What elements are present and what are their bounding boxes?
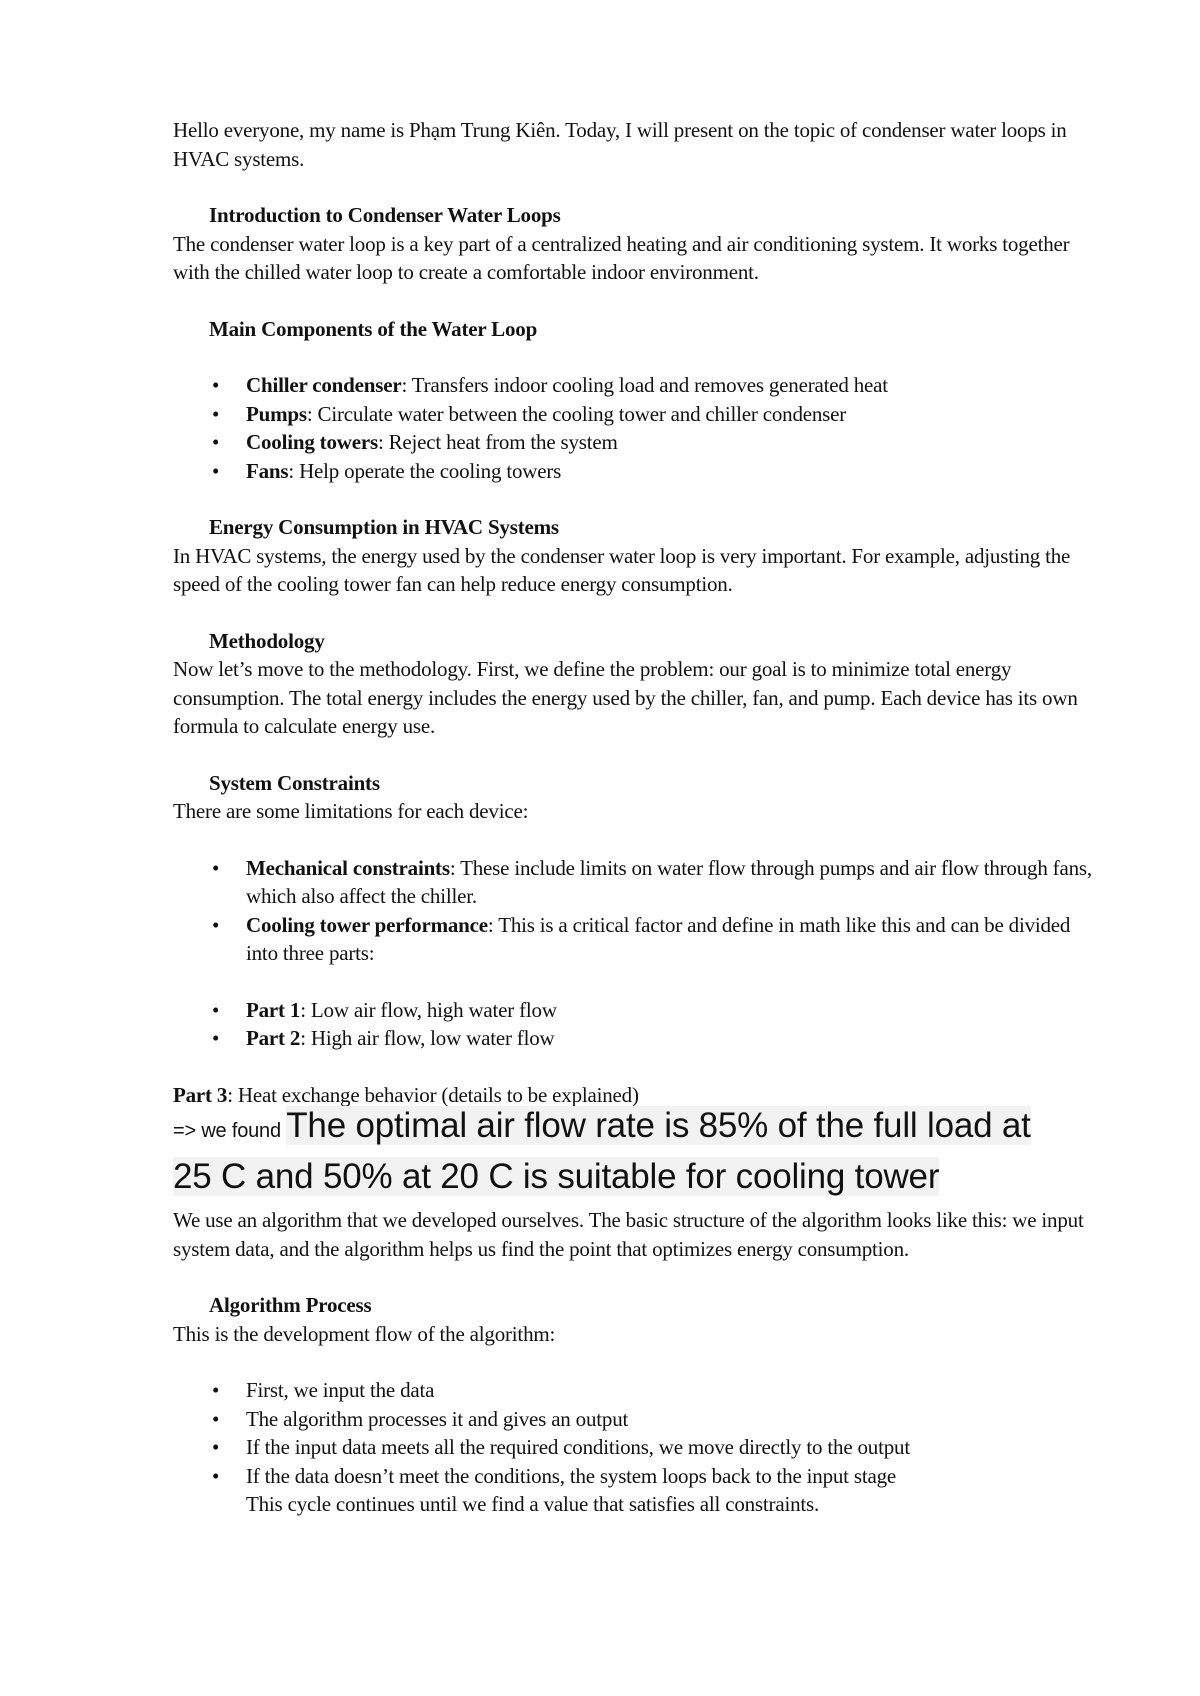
- algorithm-list: [173, 1376, 1093, 1519]
- bullet-icon: •: [212, 1378, 220, 1402]
- heading-introduction: Introduction to Condenser Water Loops: [209, 203, 561, 227]
- list-item: • Fans: Help operate the cooling towers: [173, 457, 1093, 486]
- heading-methodology: Methodology: [209, 628, 325, 653]
- bullet-icon: •: [212, 373, 220, 397]
- paragraph-constraints: There are some limitations for each device:: [173, 799, 529, 823]
- bullet-icon: •: [212, 1026, 220, 1050]
- finding-paragraph: [173, 1103, 1093, 1204]
- bullet-icon: •: [212, 401, 220, 426]
- paragraph-methodology: Now let’s move to the methodology. First, we define the problem: our goal is to minimize total energy consumption. The total energy includes the energy used by the chiller, fan, and pump. Each device has its own formula to calculate energy use.: [173, 657, 1078, 738]
- heading-components: Main Components of the Water Loop: [209, 316, 538, 341]
- document-body: [173, 116, 1093, 1519]
- list-item: • Cooling towers: Reject heat from the system: [173, 428, 1093, 457]
- list-item: • Pumps: Circulate water between the cooling tower and chiller condenser: [173, 400, 1093, 429]
- list-item: • First, we input the data: [173, 1376, 1093, 1405]
- finding-line-1: The optimal air flow rate is 85% of the full load at: [286, 1106, 1031, 1145]
- list-item: • Cooling tower performance: This is a critical factor and define in math like this and can be divided into three parts:: [212, 912, 1071, 965]
- bullet-icon: •: [212, 1435, 220, 1459]
- heading-energy: Energy Consumption in HVAC Systems: [209, 515, 559, 539]
- list-item: • Mechanical constraints: These include limits on water flow through pumps and air flow through fans, which also affect the chiller.: [212, 855, 1092, 908]
- list-item: • The algorithm processes it and gives an output: [173, 1405, 1093, 1434]
- part3-paragraph: Part 3: Heat exchange behavior (details to be explained): [173, 1082, 639, 1107]
- components-list: [173, 371, 1093, 485]
- list-item: • Chiller condenser: Transfers indoor cooling load and removes generated heat: [173, 371, 1093, 400]
- paragraph-introduction: The condenser water loop is a key part of a centralized heating and air conditioning system. It works together with the chilled water loop to create a comfortable indoor environment.: [173, 231, 1070, 284]
- bullet-icon: •: [212, 1406, 220, 1431]
- constraints-list: [173, 854, 1093, 968]
- parts-list: [173, 996, 1093, 1053]
- bullet-icon: •: [212, 430, 220, 454]
- bullet-icon: •: [212, 458, 220, 483]
- heading-algorithm: Algorithm Process: [209, 1293, 372, 1317]
- paragraph-energy: In HVAC systems, the energy used by the condenser water loop is very important. For example, adjusting the speed of the cooling tower fan can help reduce energy consumption.: [173, 543, 1071, 596]
- list-item: • If the input data meets all the required conditions, we move directly to the output: [173, 1433, 1093, 1462]
- finding-line-2: 25 C and 50% at 20 C is suitable for cooling tower: [173, 1157, 940, 1196]
- bullet-icon: •: [212, 855, 220, 880]
- bullet-icon: •: [212, 1463, 220, 1488]
- paragraph-algorithm-intro: We use an algorithm that we developed ourselves. The basic structure of the algorithm looks like this: we input system data, and the algorithm helps us find the point that optimizes energy consumption.: [173, 1208, 1084, 1261]
- heading-constraints: System Constraints: [209, 770, 380, 795]
- list-item: • If the data doesn’t meet the conditions, the system loops back to the input stage This cycle continues until we find a value that satisfies all constraints.: [212, 1463, 897, 1516]
- list-item: • Part 2: High air flow, low water flow: [173, 1024, 1093, 1053]
- paragraph-algorithm: This is the development flow of the algorithm:: [173, 1321, 556, 1346]
- bullet-icon: •: [212, 997, 220, 1022]
- algorithm-continuation: This cycle continues until we find a value that satisfies all constraints.: [246, 1492, 820, 1516]
- list-item: • Part 1: Low air flow, high water flow: [173, 996, 1093, 1025]
- finding-prefix: => we found: [173, 1120, 287, 1142]
- bullet-icon: •: [212, 912, 220, 937]
- intro-paragraph: Hello everyone, my name is Phạm Trung Kiên. Today, I will present on the topic of condenser water loops in HVAC systems.: [173, 118, 1067, 171]
